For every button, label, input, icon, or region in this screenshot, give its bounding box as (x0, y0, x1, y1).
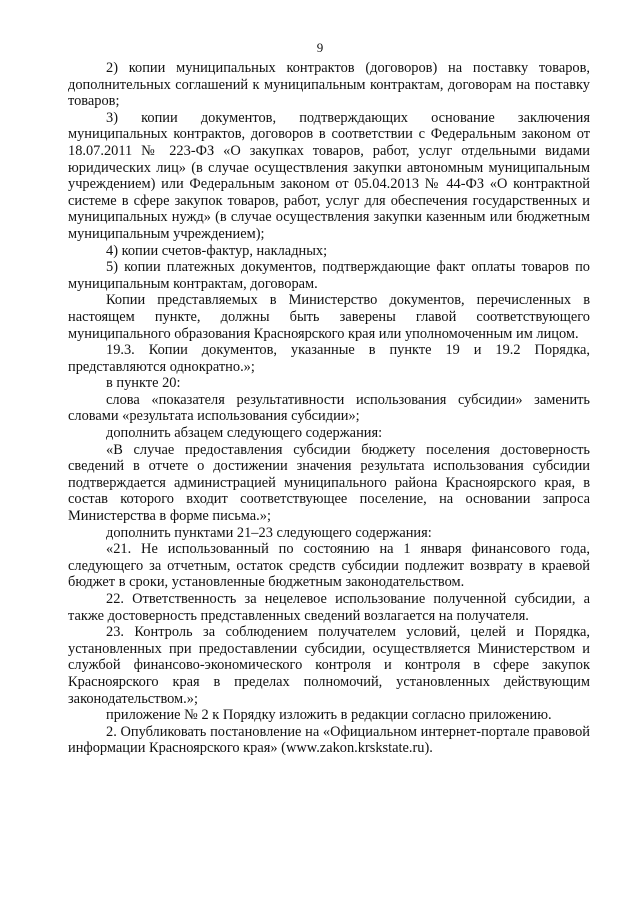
paragraph-item-3-basis-documents: 3) копии документов, подтверждающих основание заключения муниципальных контрактов, договоров в соответствии с Федеральным законом от 18.07.2011 № 223-ФЗ «О закупках товаров, работ, услуг отдельными видами юридических лиц» (в случае осуществления закупки автономным муниципальным учреждением) или Федеральным законом от 05.04.2013 № 44-ФЗ «О контрактной системе в сфере закупок товаров, работ, услуг для обеспечения государственных и муниципальных нужд» (в случае осуществления закупки казенным или бюджетным муниципальным учреждением); (68, 109, 590, 242)
paragraph-point-22: 22. Ответственность за нецелевое использование полученной субсидии, а также достоверность представленных сведений возлагается на получателя. (68, 591, 590, 624)
paragraph-add-abstract: дополнить абзацем следующего содержания: (106, 425, 383, 442)
document-body (68, 60, 590, 757)
paragraph-appendix-2: приложение № 2 к Порядку изложить в редакции согласно приложению. (106, 707, 552, 724)
paragraph-settlement-subsidy: «В случае предоставления субсидии бюджету поселения достоверность сведений в отчете о достижении значения результата использования субсидии подтверждается администрацией муниципального района Красноярского края, в состав которого входит соответствующее поселение, на основании запроса Министерства в форме письма.»; (68, 441, 590, 525)
paragraph-in-point-20: в пункте 20: (106, 375, 181, 392)
paragraph-add-points-21-23: дополнить пунктами 21–23 следующего содержания: (106, 524, 432, 541)
paragraph-item-4-invoices: 4) копии счетов-фактур, накладных; (106, 242, 328, 259)
paragraph-point-23: 23. Контроль за соблюдением получателем условий, целей и Порядка, установленных при предоставлении субсидии, осуществляется Министерством и службой финансово-экономического контроля и контроля в сфере закупок Красноярского края в пределах полномочий, установленных действующим законодательством.»; (68, 624, 590, 707)
page-number: 9 (316, 40, 324, 55)
paragraph-item-2-contract-copies: 2) копии муниципальных контрактов (договоров) на поставку товаров, дополнительных соглашений к муниципальным контрактам, договорам на поставку товаров; (68, 60, 590, 110)
paragraph-replace-words: слова «показателя результативности использования субсидии» заменить словами «результата использования субсидии»; (68, 391, 590, 425)
paragraph-certification: Копии представляемых в Министерство документов, перечисленных в настоящем пункте, должны быть заверены главой соответствующего муниципального образования Красноярского края или уполномоченным им лицом. (68, 292, 590, 342)
paragraph-point-21: «21. Не использованный по состоянию на 1 января финансового года, следующего за отчетным, остаток средств субсидии подлежит возврату в краевой бюджет в сроки, установленные бюджетным законодательством. (68, 541, 590, 591)
paragraph-19-3: 19.3. Копии документов, указанные в пункте 19 и 19.2 Порядка, представляются однократно.»; (68, 342, 590, 375)
paragraph-publish: 2. Опубликовать постановление на «Официальном интернет-портале правовой информации Красноярского края» (www.zakon.krskstate.ru). (68, 723, 590, 757)
paragraph-item-5-payment-documents: 5) копии платежных документов, подтверждающие факт оплаты товаров по муниципальным контрактам, договорам. (68, 259, 590, 292)
